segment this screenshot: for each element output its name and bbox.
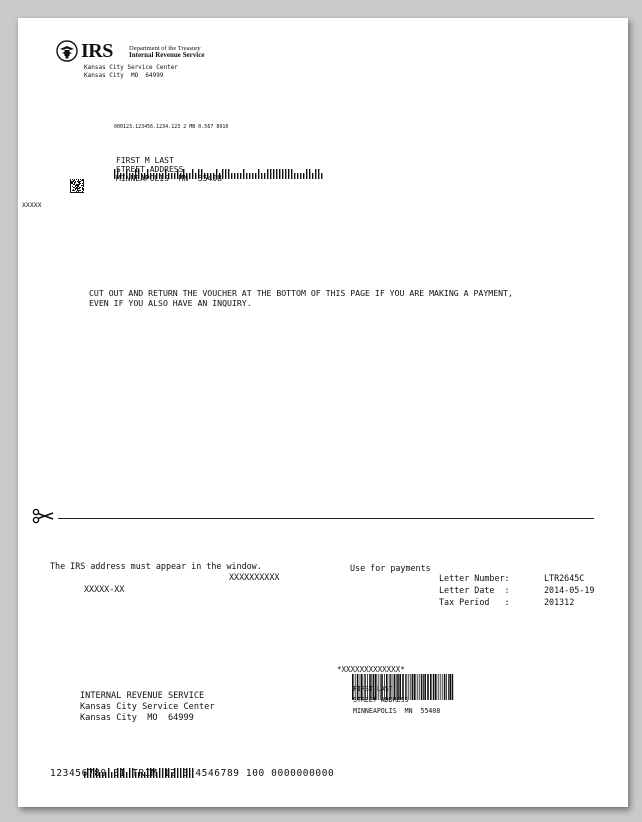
recipient-city: MINNEAPOLIS MN 55408 [116,174,222,183]
scissors-icon [32,508,54,528]
recipient-name: FIRST M LAST [116,156,174,165]
voucher-code-left: XXXXX-XX [84,584,125,594]
payer-address [353,684,440,717]
return-address [84,64,178,80]
payer-city: MINNEAPOLIS MN 55408 [353,707,441,715]
notice-line1: CUT OUT AND RETURN THE VOUCHER AT THE BOTTOM OF THIS PAGE IF YOU ARE MAKING A PAYMENT, [89,288,513,298]
irs-eagle-icon [56,40,78,62]
recipient-street: STREET ADDRESS [116,165,184,174]
notice-line2: EVEN IF YOU ALSO HAVE AN INQUIRY. [89,298,252,308]
irs-address-line1: INTERNAL REVENUE SERVICE [80,691,205,701]
irs-address-line2: Kansas City Service Center [80,702,215,712]
letter-number-label: Letter Number: [439,573,510,583]
irs-window-address [80,691,215,724]
side-code: XXXXX [22,201,42,209]
irs-wordmark: IRS [81,40,113,62]
dept-name [129,45,204,59]
letter-date-label: Letter Date : [439,585,510,595]
payer-street: STREET ADDRESS [353,696,409,704]
ocr-scan-line: 123456789 BI TRIM 12 3 4546789 100 0000000000 [50,768,335,779]
recipient-address [116,156,222,183]
letter-date-value: 2014-05-19 [544,585,595,595]
dept-line1: Department of the Treasury [129,45,201,52]
use-for-payments: Use for payments [350,563,431,573]
irs-address-line3: Kansas City MO 64999 [80,713,194,723]
return-address-line2: Kansas City MO 64999 [84,72,164,79]
barcode-number: 000123.123456.1234.123 2 MB 0.567 8910 [114,124,229,130]
payment-barcode-text: *XXXXXXXXXXXXX* [337,665,405,674]
voucher-code-right: XXXXXXXXXX [229,572,280,582]
cut-line [58,518,594,519]
letter-number-value: LTR2645C [544,573,585,583]
payment-notice [89,288,513,308]
irs-logo [56,40,205,62]
dept-line2: Internal Revenue Service [129,51,205,59]
letter-page [18,18,628,807]
window-note: The IRS address must appear in the window. [50,561,262,571]
tax-period-label: Tax Period : [439,597,510,607]
tax-period-value: 201312 [544,597,575,607]
return-address-line1: Kansas City Service Center [84,64,178,71]
payer-name: FIRST LAST [353,685,393,693]
